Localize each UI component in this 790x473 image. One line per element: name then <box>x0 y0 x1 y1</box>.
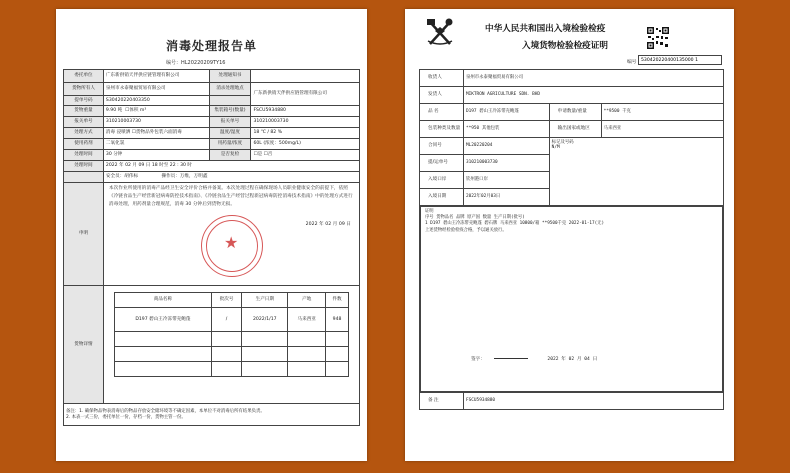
cert-header: 序号 货物品名 品牌 原产国 数量 生产日期(批号) <box>425 215 525 221</box>
qr-code-icon <box>647 27 669 49</box>
entry-date-label: 入境日期 <box>420 189 464 206</box>
origin-label: 输出国家或地区 <box>549 121 601 138</box>
container-value: FSCU5934880 <box>251 106 360 117</box>
sign-date: 2022 年 02 月 09 日 <box>305 221 351 227</box>
staff-label: 操作员： <box>161 174 180 180</box>
container-label: 集装箱号(数量) <box>209 106 251 117</box>
declare-label-2: 报关单号 <box>209 117 251 128</box>
method-value: 消毒 浸喷洒 ☐货物品外包装六面消毒 <box>103 128 209 139</box>
shipper-label: 发货人 <box>420 87 464 104</box>
goods-cell-date: 2022/1/17 <box>242 308 288 332</box>
certificate-no-value: 530420220400135000 1 <box>638 55 722 65</box>
signature-row <box>471 357 603 364</box>
weight-label: 货物重量 <box>64 106 104 117</box>
agent-label: 使用药剂 <box>64 139 104 150</box>
mark-value: N/M <box>551 145 560 151</box>
client-label: 委托单位 <box>64 70 104 83</box>
shipper-value: MIKTRON AGRICULTURE SDN. BHD <box>463 87 723 104</box>
goods-owner-label: 货物所有人 <box>64 83 104 96</box>
safety-label: 安全员： <box>105 174 125 180</box>
goods-label: 品 名 <box>420 104 464 121</box>
port-label: 入境口岸 <box>420 172 464 189</box>
goods-cell-batch: / <box>211 308 241 332</box>
goods-header-batch: 批次号 <box>211 293 241 308</box>
temp-value: 18 ℃ / 82 % <box>251 128 360 139</box>
site-label: 消杀处理地点 <box>209 83 251 96</box>
contract-value: ML20220204 <box>463 138 549 155</box>
certificate-title-2: 入境货物检验检疫证明 <box>522 41 608 51</box>
period-value: 2022 年 02 月 09 日 18 时至 22 : 30 时 <box>103 161 359 172</box>
client-value: 广东新供销天伴供应链管理有限公司 <box>103 70 209 83</box>
mark-label: 标记及号码 <box>551 140 574 145</box>
consignee-label: 收货人 <box>420 70 464 87</box>
reinspect-value: ☐是 ☐否 <box>251 150 360 161</box>
reinspect-label: 是否复检 <box>209 150 251 161</box>
report-number: 编号：HL20220209TY16 <box>166 60 226 66</box>
cert-note: 上述货物经检验检疫合格，予以通关放行。 <box>425 227 507 233</box>
period-label: 处理时间 <box>64 161 104 172</box>
cert-title: 证明 <box>425 209 434 214</box>
certificate-title-1: 中华人民共和国出入境检验检疫 <box>485 24 606 34</box>
notice-label: 处理通知书 <box>209 70 251 83</box>
certificate-no-label: 编号 <box>627 60 637 65</box>
signature-label: 签字： <box>471 357 485 362</box>
dose-label: 用药量/浓度 <box>209 139 251 150</box>
agent-value: 二氧化氯 <box>103 139 209 150</box>
site-value: 广东新供销天伴供应链管理有限公司 <box>251 83 360 106</box>
qty-value: **9500 千克 <box>601 104 723 121</box>
entry-date-value: 2022年02月03日 <box>463 189 549 206</box>
declare-label: 报关单号 <box>64 117 104 128</box>
duration-label: 处理时间 <box>64 150 104 161</box>
waybill-value: S30420220403350 <box>103 96 209 106</box>
remark-value: FSCU5934880 <box>463 393 723 410</box>
pack-label: 包装种类及数量 <box>420 121 464 138</box>
stamp-star-icon: ★ <box>224 233 239 252</box>
statement-label: 申明 <box>64 183 104 286</box>
goods-cell-name: D197 碧山王冷冻带壳鲍蓬 <box>114 308 211 332</box>
goods-header-count: 件数 <box>326 293 349 308</box>
declare-value: 310210003730 <box>103 117 209 128</box>
goods-owner-value: 泉州市永泰聚福贸易有限公司 <box>103 83 209 96</box>
consignee-value: 泉州市永泰聚福贸易有限公司 <box>463 70 723 87</box>
goods-header-origin: 产地 <box>288 293 326 308</box>
goods-section-label: 货物详情 <box>64 286 104 404</box>
waybill-label: 提单号码 <box>64 96 104 106</box>
report-form-table: 委托单位 广东新供销天伴供应链管理有限公司 处理通知书 货物所有人 泉州市永泰聚福贸易有限公司 消杀处理地点 广东新供销天伴供应链管理有限公司 提单号码 S30420220403350 货物重量 9.90 吨 ☐体积 m³ 集装箱号(数量) FSCU5934880 报关单号 310210003730 报关单号 310210003730 处理方式 消毒 浸喷洒 ☐货物品外包装六面消毒 温度/湿度 18 ℃ / 82 % 使用药剂 二氧化氯 用药量/浓度 60L (浓度：500mg/L) 处理时间 30 分钟 是否复检 ☐是 ☐否 处理时间 2022 年 02 月 09 日 18 时至 22 : 30 时 安全员：胡伟标 操作员：万维，万明鑫 申明 本次作业所使用的消毒产品经卫生安全评价合格并备案。本次处理过程在确保现场人员职业健康安全的前提下，依照《冷链食品生产经营新冠病毒防控技术指南》、《冷链食品生产经营过程新冠病毒防控消毒技术指南》中的处理方式进行消毒处理，用药剂量合理规范，消毒 30 分钟后到货物无损。 2022 年 02 月 09 日 货物详情 商品名称 批次号 生产日期 产地 件数 D197 碧山王冷冻带壳鲍蓬 / 2022/1/17 马来西亚 948 备注：1. 确保物品物表消毒后的物品存放安全储环境等不确定因素，本单位不对消毒后所有结果负责。 2. 本表一式三份，委托单位一份，存档一份，货物主管一份。 <box>63 69 360 426</box>
cert-row: 1 D197 碧山王冷冻带壳鲍蓬 碧石牌 马来西亚 10800/箱 **9500千克 2022-01-17(无) <box>425 221 605 227</box>
staff-value: 万维，万明鑫 <box>179 174 208 180</box>
goods-cell-count: 948 <box>326 308 349 332</box>
goods-header-date: 生产日期 <box>242 293 288 308</box>
bottom-note-2: 2. 本表一式三份，委托单位一份，存档一份，货物主管一份。 <box>66 414 186 420</box>
declare-value-2: 310210003730 <box>251 117 360 128</box>
certification-box <box>420 206 723 392</box>
cbm-label: 体积 m³ <box>129 108 147 114</box>
bl-value: 310210003730 <box>463 155 549 172</box>
bottom-note-1: 备注：1. 确保物品物表消毒后的物品存放安全储环境等不确定因素，本单位不对消毒后所有结果负责。 <box>66 409 265 415</box>
red-stamp <box>201 215 263 277</box>
dose-value: 60L (浓度：500mg/L) <box>251 139 360 150</box>
remark-label: 备 注 <box>420 393 464 410</box>
goods-cell-origin: 马来西亚 <box>288 308 326 332</box>
goods-header-name: 商品名称 <box>114 293 211 308</box>
ciq-emblem-icon <box>425 17 455 49</box>
notice-value <box>251 70 360 83</box>
bl-label: 提/运单号 <box>420 155 464 172</box>
certificate-form-table <box>419 69 724 410</box>
qty-label: 申请数量/重量 <box>549 104 601 121</box>
method-label: 处理方式 <box>64 128 104 139</box>
pack-value: **950 其他包装 <box>463 121 549 138</box>
signature-date: 2022 年 02 月 04 日 <box>547 357 598 362</box>
temp-label: 温度/湿度 <box>209 128 251 139</box>
goods-value: D197 碧山王冷冻带壳鲍蓬 <box>463 104 549 121</box>
origin-value: 马来西亚 <box>601 121 723 138</box>
disinfection-report-document <box>56 9 367 461</box>
inspection-certificate-document <box>405 9 734 461</box>
safety-value: 胡伟标 <box>124 174 139 180</box>
contract-label: 合同号 <box>420 138 464 155</box>
goods-table <box>114 292 349 377</box>
weight-value: 9.90 吨 <box>105 108 123 114</box>
port-value: 钦州港口岸 <box>463 172 549 189</box>
report-title: 消毒处理报告单 <box>165 39 257 53</box>
statement-text: 本次作业所使用的消毒产品经卫生安全评价合格并备案。本次处理过程在确保现场人员职业健康安全的前提下，依照《冷链食品生产经营新冠病毒防控技术指南》、《冷链食品生产经营过程新冠病毒防控消毒技术指南》中的处理方式进行消毒处理，用药剂量合理规范，消毒 30 分钟后到货物无损。 <box>108 186 353 208</box>
duration-value: 30 分钟 <box>103 150 209 161</box>
